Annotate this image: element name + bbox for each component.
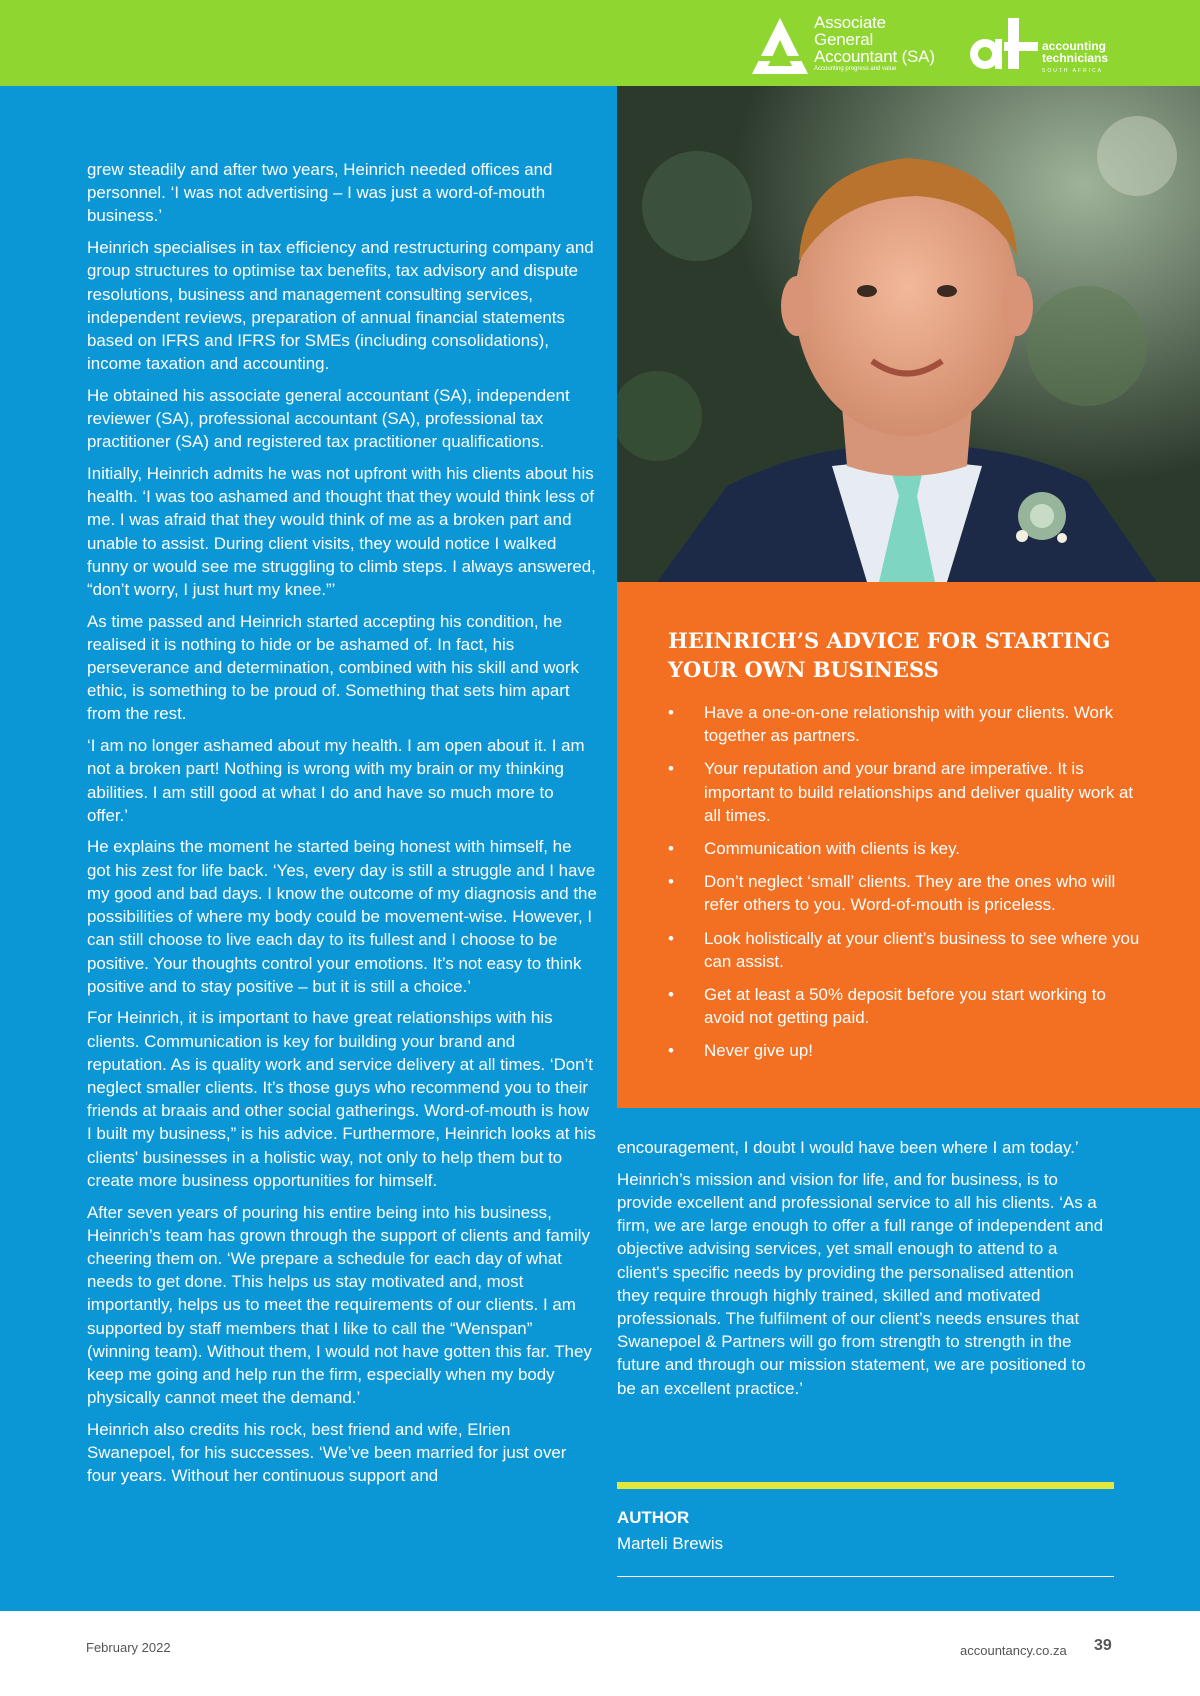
right-lower-panel: [617, 1108, 1200, 1611]
article-paragraph: Heinrich specialises in tax efficiency and restructuring company and group structures to optimise tax benefits, tax advisory and dispute resolutions, business and management consulting services, independent reviews, preparation of annual financial statements based on IFRS and IFRS for SMEs (including consolidations), income taxation and accounting.: [87, 238, 594, 374]
article-paragraph: Heinrich also credits his rock, best friend and wife, Elrien Swanepoel, for his successes. ‘We’ve been married for just over four years. Without her continuous support and: [87, 1419, 567, 1486]
portrait-photo: [617, 86, 1200, 582]
article-paragraph: He obtained his associate general accountant (SA), independent reviewer (SA), professional accountant (SA), professional tax practitioner (SA) and registered tax practitioner qualifications.: [87, 385, 570, 452]
footer-date: February 2022: [86, 1640, 171, 1655]
at-logo-line2: technicians: [1042, 51, 1109, 65]
aga-logo-line: Associate: [814, 13, 886, 32]
advice-item: • Never give up!: [668, 1039, 1148, 1062]
advice-item: • Communication with clients is key.: [668, 837, 1148, 860]
aga-logo-line: General: [814, 30, 874, 49]
advice-item: • Have a one-on-one relationship with your clients. Work together as partners.: [668, 701, 1148, 747]
article-paragraph: As time passed and Heinrich started accepting his condition, he realised it is nothing to hide or be ashamed of. In fact, his perseverance and determination, combined with his skill and work ethic, is something to be proud of. Something that sets him apart from the rest.: [87, 611, 579, 724]
footer-page-number: 39: [1094, 1637, 1112, 1654]
aga-tagline: Accounting progress and value: [814, 66, 897, 72]
article-paragraph: For Heinrich, it is important to have great relationships with his clients. Communication is key for building your brand and reputation. As is quality work and service delivery at all times. ‘Don’t neglect smaller clients. It’s those guys who recommend you to their friends at braais and other social gatherings. Word-of-mouth is how I built my business,” is his advice. Furthermore, Heinrich looks at his clients' businesses in a holistic way, not only to help them but to create more business opportunities for himself.: [87, 1008, 596, 1190]
advice-box: [617, 582, 1200, 1108]
article-paragraph: He explains the moment he started being honest with himself, he got his zest for life back. ‘Yes, every day is still a struggle and I have my good and bad days. I know the outcome of my diagnosis and the possibilities of where my body could be movement-wise. However, I can still choose to live each day to its fullest and I choose to be positive. Your thoughts control your emotions. It’s not easy to think positive and to stay positive – but it is still a choice.’: [87, 837, 597, 996]
advice-list: [668, 701, 1148, 1073]
advice-item: • Your reputation and your brand are imperative. It is important to build relationships and deliver quality work at all times.: [668, 757, 1148, 827]
aga-logo-line: Accountant (SA): [814, 47, 935, 66]
article-paragraph: encouragement, I doubt I would have been where I am today.’: [617, 1138, 1079, 1157]
article-paragraph: ‘I am no longer ashamed about my health. I am open about it. I am not a broken part! Nothing is wrong with my brain or my thinking abilities. I am still good at what I do and have so much more to offer.’: [87, 736, 585, 825]
aga-logo: [750, 14, 950, 76]
author-name: Marteli Brewis: [617, 1534, 724, 1553]
aga-logo-text: [814, 14, 954, 65]
advice-item: • Get at least a 50% deposit before you start working to avoid not getting paid.: [668, 983, 1148, 1029]
author-label: AUTHOR: [617, 1508, 690, 1527]
at-logo: [968, 16, 1118, 78]
header-bar: [0, 0, 1200, 86]
left-article-column: [87, 158, 597, 1496]
advice-item: • Look holistically at your client’s business to see where you can assist.: [668, 927, 1148, 973]
footer-site-link[interactable]: accountancy.co.za: [960, 1643, 1067, 1658]
author-bottom-divider: [617, 1576, 1114, 1577]
article-paragraph: After seven years of pouring his entire being into his business, Heinrich’s team has grown through the support of clients and family cheering them on. ‘We prepare a schedule for each day of what needs to get done. This helps us stay motivated and, most importantly, helps us to meet the requirements of our clients. I am supported by staff members that I like to call the “Wenspan” (winning team). Without them, I would not have gotten this far. They keep me going and help run the firm, especially when my body physically cannot meet the demand.’: [87, 1202, 592, 1408]
article-paragraph: Initially, Heinrich admits he was not upfront with his clients about his health. ‘I was too ashamed and thought that they would think less of me. I was afraid that they would think of me as a broken part and unable to assist. During client visits, they would notice I walked funny or would see me struggling to climb steps. I always answered, “don’t worry, I just hurt my knee.”’: [87, 463, 596, 599]
advice-item: • Don’t neglect ‘small’ clients. They are the ones who will refer others to you. Word-of-mouth is priceless.: [668, 870, 1148, 916]
at-logo-line3: SOUTH AFRICA: [1042, 68, 1103, 74]
portrait-illustration: [617, 86, 1200, 582]
article-paragraph: grew steadily and after two years, Heinrich needed offices and personnel. ‘I was not advertising – I was just a word-of-mouth business.’: [87, 160, 553, 226]
right-article-column: [617, 1136, 1107, 1408]
at-logo-line1: accounting: [1042, 39, 1107, 53]
at-mark-icon: [968, 16, 1040, 74]
aga-triangle-icon: [750, 16, 810, 76]
author-divider: [617, 1482, 1114, 1489]
advice-title: HEINRICH’S ADVICE FOR STARTING YOUR OWN BUSINESS: [668, 628, 1111, 682]
article-paragraph: Heinrich’s mission and vision for life, and for business, is to provide excellent and professional service to all his clients. ‘As a firm, we are large enough to offer a full range of independent and objective advising services, yet small enough to attend to a client's specific needs by providing the personalised attention they require through highly trained, skilled and motivated professionals. The fulfilment of our client’s needs ensures that Swanepoel & Partners will go from strength to strength in the future and through our mission statement, we are positioned to be an excellent practice.’: [617, 1169, 1104, 1398]
